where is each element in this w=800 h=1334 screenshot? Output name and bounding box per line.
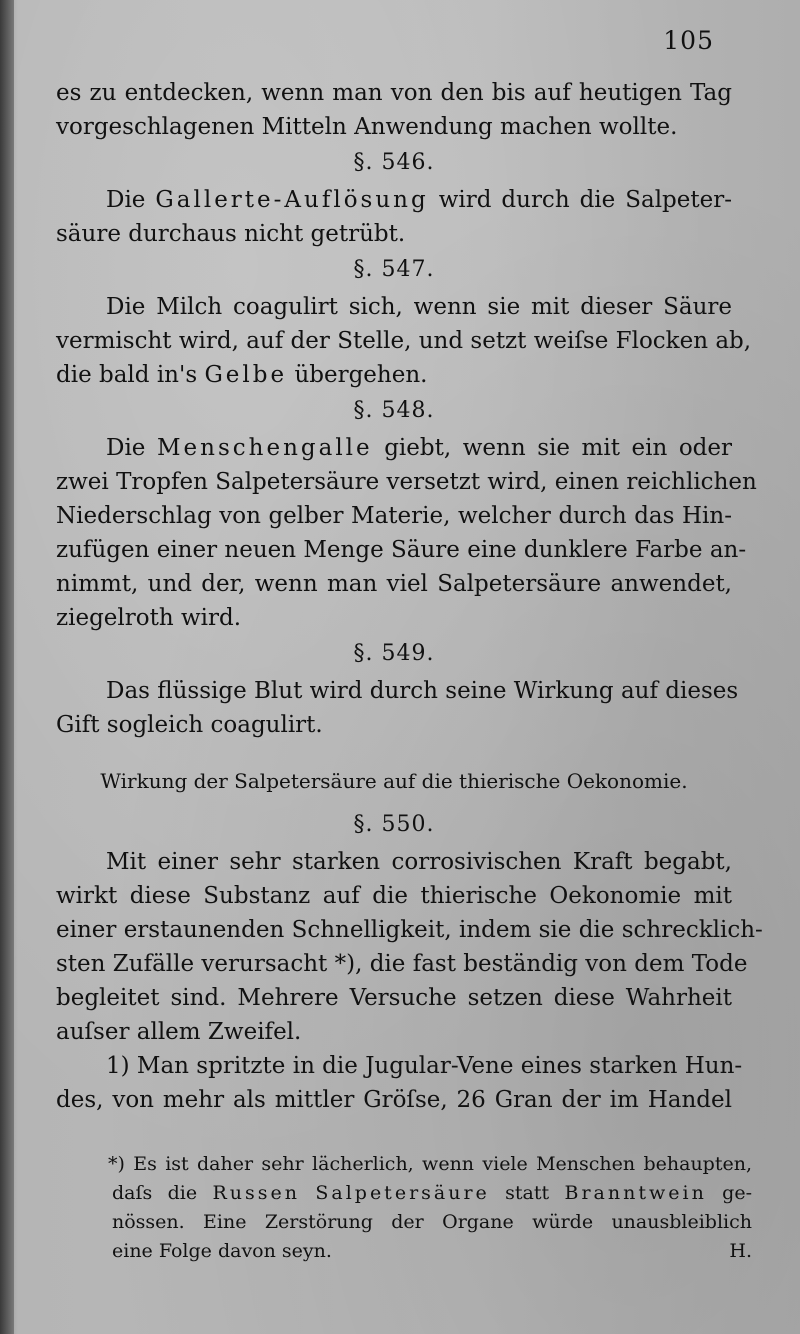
text-span: statt	[505, 1182, 550, 1204]
text-line: einer erstaunenden Schnelligkeit, indem sie die schrecklich-	[56, 917, 763, 943]
footnote	[108, 1150, 752, 1266]
text-line: Gift sogleich coagulirt.	[56, 712, 323, 738]
spaced-term: Gelbe	[204, 362, 288, 388]
section-mark: §. 549.	[353, 641, 435, 666]
text-line: Das flüssige Blut wird durch seine Wirkung auf dieses	[106, 678, 739, 704]
spaced-term: Salpetersäure	[315, 1182, 490, 1204]
text-line: begleitet sind. Mehrere Versuche setzen diese Wahrheit	[56, 985, 732, 1011]
page-number: 105	[663, 26, 714, 55]
text-span: ge-	[722, 1182, 752, 1204]
text-line: 1) Man spritzte in die Jugular-Vene eines starken Hun-	[106, 1053, 743, 1079]
text-span: Die	[106, 187, 146, 213]
text-line: säure durchaus nicht getrübt.	[56, 221, 406, 247]
text-line: wirkt diese Substanz auf die thierische Oekonomie mit	[56, 883, 732, 909]
text-line: vorgeschlagenen Mitteln Anwendung machen wollte.	[56, 114, 678, 140]
spaced-term: Russen	[212, 1182, 300, 1204]
main-text	[56, 76, 763, 1117]
text-line: sten Zufälle verursacht *), die fast beständig von dem Tode	[56, 951, 748, 977]
spaced-term: Gallerte-Auflösung	[155, 187, 429, 213]
book-spine-shadow	[0, 0, 14, 1334]
text-line: des, von mehr als mittler Gröſse, 26 Gran der im Handel	[56, 1087, 732, 1113]
text-line	[56, 358, 732, 392]
text-span: wird durch die Salpeter-	[438, 187, 733, 213]
footnote-line: *) Es ist daher sehr lächerlich, wenn viele Menschen behaupten,	[108, 1153, 752, 1175]
chapter-heading: Wirkung der Salpetersäure auf die thierische Oekonomie.	[100, 769, 688, 793]
text-span: die bald in's	[56, 362, 198, 388]
footnote-line	[112, 1179, 752, 1208]
footnote-line: nössen. Eine Zerstörung der Organe würde unausbleiblich	[112, 1211, 752, 1233]
text-line: nimmt, und der, wenn man viel Salpetersäure anwendet,	[56, 571, 732, 597]
text-line: Mit einer sehr starken corrosivischen Kraft begabt,	[106, 849, 732, 875]
footnote-signature: H.	[729, 1240, 752, 1262]
spaced-term: Branntwein	[564, 1182, 707, 1204]
text-line	[56, 431, 732, 465]
text-span: daſs die	[112, 1182, 198, 1204]
footnote-line	[112, 1237, 752, 1266]
text-line: ziegelroth wird.	[56, 605, 242, 631]
text-line: Die Milch coagulirt sich, wenn sie mit dieser Säure	[106, 294, 732, 320]
text-line: zwei Tropfen Salpetersäure versetzt wird, einen reichlichen	[56, 469, 757, 495]
section-mark: §. 546.	[353, 150, 435, 175]
section-mark: §. 548.	[353, 398, 435, 423]
text-span: übergehen.	[294, 362, 428, 388]
text-span: Die	[106, 435, 146, 461]
section-mark: §. 547.	[353, 257, 435, 282]
text-line: es zu entdecken, wenn man von den bis auf heutigen Tag	[56, 80, 732, 106]
text-line: vermischt wird, auf der Stelle, und setzt weiſse Flocken ab,	[56, 328, 752, 354]
text-line	[56, 183, 732, 217]
text-span: giebt, wenn sie mit ein oder	[384, 435, 733, 461]
text-line: auſser allem Zweifel.	[56, 1019, 302, 1045]
spaced-term: Menschengalle	[156, 435, 373, 461]
text-line: zufügen einer neuen Menge Säure eine dunklere Farbe an-	[56, 537, 747, 563]
text-line: Niederschlag von gelber Materie, welcher durch das Hin-	[56, 503, 732, 529]
text-span: eine Folge davon seyn.	[112, 1240, 332, 1262]
section-mark: §. 550.	[353, 812, 435, 837]
